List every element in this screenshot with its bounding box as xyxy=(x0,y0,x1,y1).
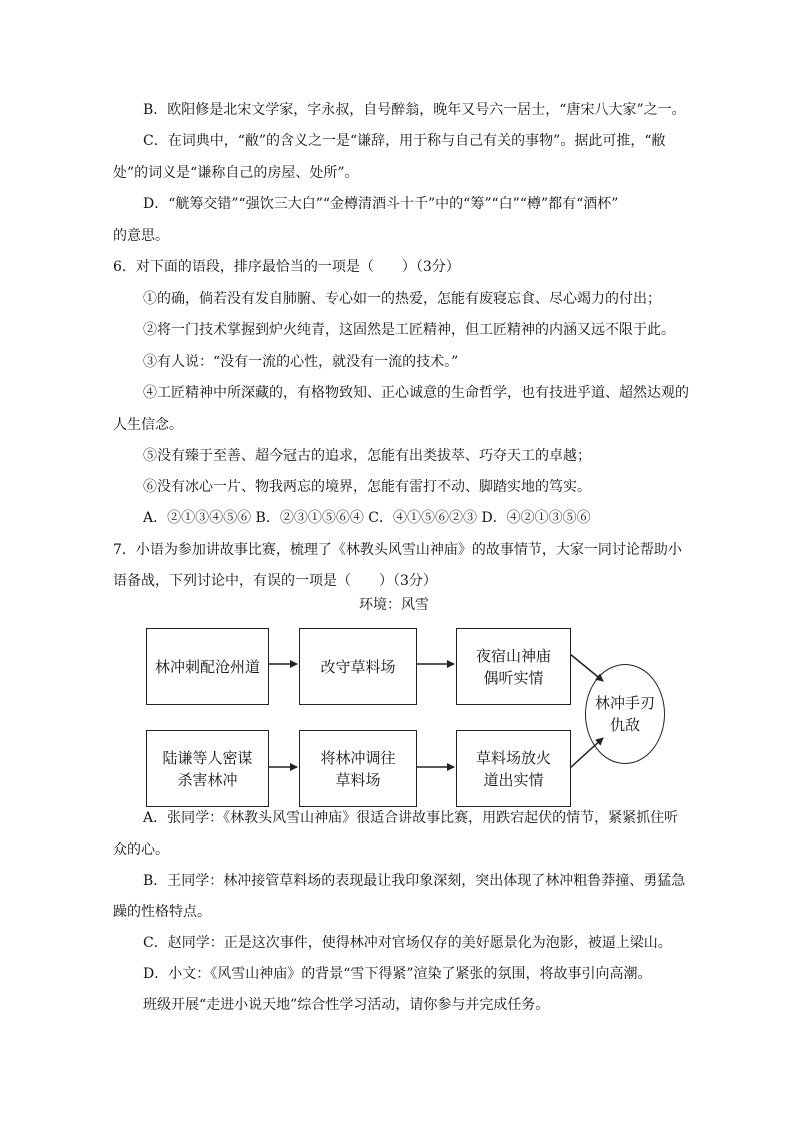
q7-option-d: D．小文：《风雪山神庙》的背景“雪下得紧”渲染了紧张的氛围，将故事引向高潮。 xyxy=(143,966,652,982)
q7-option-b-line1: B．王同学：林冲接管草料场的表现最让我印象深刻，突出体现了林冲粗鲁莽撞、勇猛急 xyxy=(143,873,686,889)
q6-sentence-5: ⑤没有臻于至善、超今冠古的追求，怎能有出类拔萃、巧夺天工的卓越； xyxy=(143,448,591,464)
diagram-box-top-2 xyxy=(299,628,417,705)
q7-option-c: C．赵同学：正是这次事件，使得林冲对官场仅存的美好愿景化为泡影，被逼上梁山。 xyxy=(143,935,672,951)
q5-option-d-line2: 的意思。 xyxy=(113,228,169,244)
q6-sentence-1: ①的确，倘若没有发自肺腑、专心如一的热爱，怎能有废寝忘食、尽心竭力的付出； xyxy=(143,291,661,307)
q5-option-b: B．欧阳修是北宋文学家，字永叔，自号醉翁，晚年又号六一居士，“唐宋八大家”之一。 xyxy=(143,102,686,118)
q5-option-c-line1: C．在词典中，“敝”的含义之一是“谦辞，用于称与自己有关的事物”。据此可推，“敝 xyxy=(143,133,666,149)
diagram-box-top-3-text-b: 偶听实情 xyxy=(483,668,544,687)
q7-option-a-line2: 众的心。 xyxy=(113,842,169,858)
diagram-box-bottom-2-text-a: 将林冲调往 xyxy=(320,748,396,767)
diagram-box-top-3 xyxy=(456,628,571,705)
q6-stem: 6．对下面的语段，排序最恰当的一项是（ ）（3分） xyxy=(113,259,460,275)
q6-choices: A．②①③④⑤⑥ B．②③①⑤⑥④ C．④①⑤⑥②③ D．④②①③⑤⑥ xyxy=(143,510,591,526)
q5-option-d-line1: D．“觥筹交错”“强饮三大白”“金樽清酒斗十千”中的“筹”“白”“樽”都有“酒杯” xyxy=(143,196,619,212)
diagram-ellipse-text-a: 林冲手刃 xyxy=(594,694,655,712)
q6-sentence-4-line1: ④工匠精神中所深藏的，有格物致知、正心诚意的生命哲学，也有技进乎道、超然达观的 xyxy=(143,385,689,401)
q6-sentence-4-line2: 人生信念。 xyxy=(113,417,183,433)
diagram-box-bottom-3 xyxy=(456,730,571,807)
diagram-box-top-1 xyxy=(146,628,269,705)
diagram-box-top-1-text: 林冲刺配沧州道 xyxy=(154,657,260,676)
q6-sentence-6: ⑥没有冰心一片、物我两忘的境界，怎能有雷打不动、脚踏实地的笃实。 xyxy=(143,479,591,495)
q7-stem-line2: 语备战，下列讨论中，有误的一项是（ ）（3分） xyxy=(113,573,437,589)
diagram-box-bottom-1-text-b: 杀害林冲 xyxy=(177,770,238,789)
q5-option-c-line2: 处”的词义是“谦称自己的房屋、处所”。 xyxy=(113,165,359,181)
q6-sentence-2: ②将一门技术掌握到炉火纯青，这固然是工匠精神，但工匠精神的内涵又远不限于此。 xyxy=(143,322,675,338)
q6-sentence-3: ③有人说：“没有一流的心性，就没有一流的技术。” xyxy=(143,354,459,370)
q7-option-a-line1: A．张同学：《林教头风雪山神庙》很适合讲故事比赛，用跌宕起伏的情节，紧紧抓住听 xyxy=(143,810,679,826)
diagram-box-bottom-1-text-a: 陆谦等人密谋 xyxy=(162,748,253,767)
diagram-box-bottom-2 xyxy=(299,730,417,807)
diagram-box-top-3-text-a: 夜宿山神庙 xyxy=(475,646,551,665)
diagram-box-bottom-3-text-a: 草料场放火 xyxy=(475,748,551,767)
diagram-ellipse-text-b: 仇敌 xyxy=(609,716,640,734)
q7-stem-line1: 7．小语为参加讲故事比赛，梳理了《林教头风雪山神庙》的故事情节，大家一同讨论帮助小 xyxy=(113,542,682,558)
diagram-box-top-2-text: 改守草料场 xyxy=(320,657,396,676)
diagram-environment-label: 环境：风雪 xyxy=(359,597,429,613)
diagram-box-bottom-3-text-b: 道出实情 xyxy=(483,770,544,789)
diagram-box-bottom-1 xyxy=(146,730,269,807)
diagram-box-bottom-2-text-b: 草料场 xyxy=(335,770,381,789)
activity-intro: 班级开展“走进小说天地”综合性学习活动，请你参与并完成任务。 xyxy=(143,997,550,1013)
diagram-ellipse-outcome xyxy=(585,664,665,764)
q7-option-b-line2: 躁的性格特点。 xyxy=(113,904,211,920)
